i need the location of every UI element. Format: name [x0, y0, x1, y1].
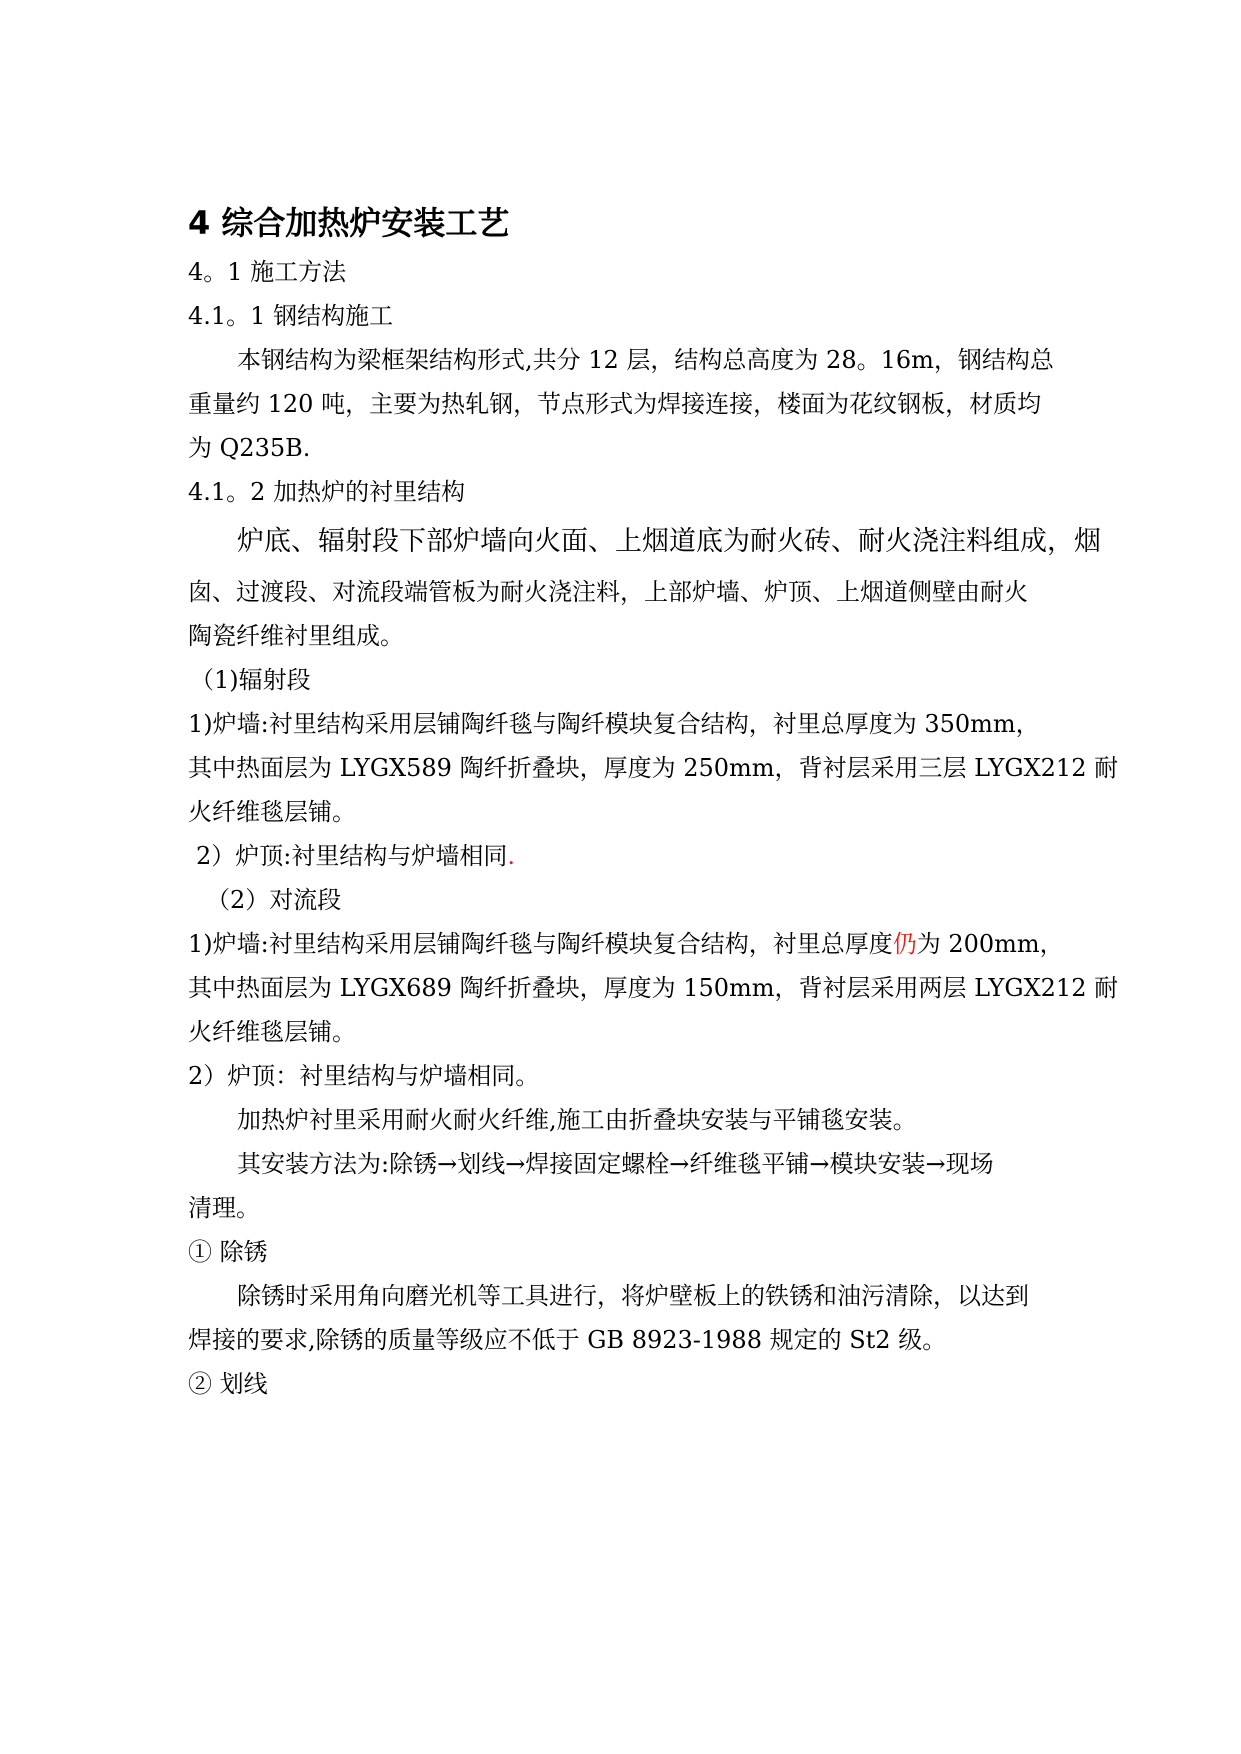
- paragraph-steel-line-1: 本钢结构为梁框架结构形式,共分 12 层，结构总高度为 28。16m，钢结构总: [237, 346, 1054, 374]
- chapter-title: 4 综合加热炉安装工艺: [188, 204, 510, 242]
- paragraph-steel-line-2: 重量约 120 吨，主要为热轧钢，节点形式为焊接连接，楼面为花纹钢板，材质均: [188, 390, 1042, 418]
- paragraph-lining-line-1: 炉底、辐射段下部炉墙向火面、上烟道底为耐火砖、耐火浇注料组成，烟: [237, 526, 1101, 557]
- radiation-roof-line: [196, 841, 515, 871]
- paragraph-method-line-1: 其安装方法为:除锈→划线→焊接固定螺栓→纤维毯平铺→模块安装→现场: [237, 1150, 994, 1178]
- convection-wall-line-1: [188, 929, 1064, 959]
- paragraph-method-line-2: 清理。: [188, 1194, 260, 1222]
- paragraph-lining-line-3: 陶瓷纤维衬里组成。: [188, 622, 404, 650]
- radiation-wall-line-2: 其中热面层为 LYGX589 陶纤折叠块，厚度为 250mm，背衬层采用三层 LYGX212 耐: [188, 754, 1119, 782]
- radiation-wall-line-3: 火纤维毯层铺。: [188, 798, 356, 826]
- convection-wall-red-char: 仍: [892, 930, 917, 958]
- paragraph-steel-line-3: 为 Q235B.: [188, 434, 311, 462]
- section-heading-4-1-1: 4.1。1 钢结构施工: [188, 302, 394, 330]
- section-heading-4-1: 4。1 施工方法: [188, 258, 347, 286]
- paragraph-rust-line-1: 除锈时采用角向磨光机等工具进行，将炉壁板上的铁锈和油污清除，以达到: [237, 1282, 1029, 1310]
- radiation-wall-line-1: 1)炉墙:衬里结构采用层铺陶纤毯与陶纤模块复合结构，衬里总厚度为 350mm，: [188, 710, 1040, 738]
- convection-wall-text-a: 1)炉墙:衬里结构采用层铺陶纤毯与陶纤模块复合结构，衬里总厚度: [188, 930, 893, 958]
- convection-wall-line-3: 火纤维毯层铺。: [188, 1018, 356, 1046]
- radiation-roof-text: 2）炉顶:衬里结构与炉墙相同: [196, 842, 508, 870]
- radiation-section-heading: （1)辐射段: [190, 666, 311, 694]
- paragraph-rust-line-2: 焊接的要求,除锈的质量等级应不低于 GB 8923-1988 规定的 St2 级。: [188, 1326, 947, 1354]
- step-2-heading: ② 划线: [188, 1370, 268, 1398]
- convection-wall-text-c: 为 200mm，: [916, 930, 1064, 958]
- section-heading-4-1-2: 4.1。2 加热炉的衬里结构: [188, 478, 466, 506]
- paragraph-lining-line-2: 囱、过渡段、对流段端管板为耐火浇注料，上部炉墙、炉顶、上烟道侧壁由耐火: [188, 578, 1028, 606]
- step-1-heading: ① 除锈: [188, 1238, 268, 1266]
- convection-roof-line: 2）炉顶：衬里结构与炉墙相同。: [188, 1062, 540, 1090]
- radiation-roof-red-mark: .: [507, 842, 515, 870]
- convection-wall-line-2: 其中热面层为 LYGX689 陶纤折叠块，厚度为 150mm，背衬层采用两层 LYGX212 耐: [188, 974, 1119, 1002]
- convection-section-heading: （2）对流段: [206, 886, 342, 914]
- paragraph-fiber: 加热炉衬里采用耐火耐火纤维,施工由折叠块安装与平铺毯安装。: [237, 1106, 917, 1134]
